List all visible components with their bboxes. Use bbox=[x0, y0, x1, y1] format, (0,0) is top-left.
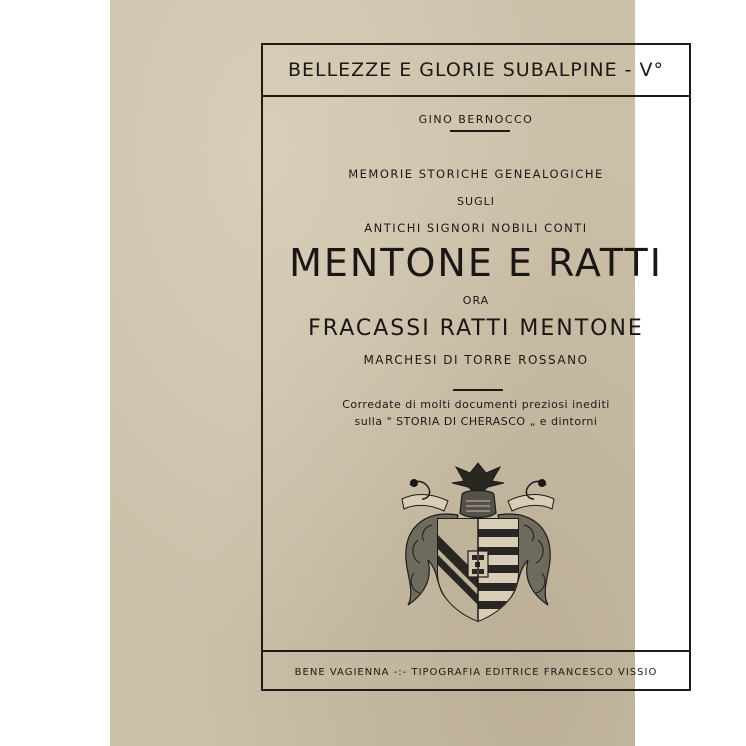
author-divider bbox=[450, 130, 510, 132]
book-cover bbox=[110, 0, 665, 746]
footer-divider bbox=[263, 650, 689, 653]
coat-of-arms-icon bbox=[388, 455, 568, 625]
marchesi-line: MARCHESI DI TORRE ROSSANO bbox=[363, 353, 589, 367]
main-title: MENTONE E RATTI bbox=[289, 241, 663, 285]
second-title: FRACASSI RATTI MENTONE bbox=[308, 316, 644, 341]
note-line-2: sulla " STORIA DI CHERASCO „ e dintorni bbox=[354, 415, 598, 428]
cover-frame bbox=[261, 43, 691, 691]
series-header bbox=[263, 45, 689, 97]
subtitle-line-1: MEMORIE STORICHE GENEALOGICHE bbox=[348, 167, 604, 181]
middle-divider bbox=[453, 389, 503, 391]
title-connector: ORA bbox=[462, 294, 490, 307]
note-line-1: Corredate di molti documenti preziosi inediti bbox=[342, 398, 610, 411]
subtitle-line-3: ANTICHI SIGNORI NOBILI CONTI bbox=[364, 221, 588, 235]
author-name: GINO BERNOCCO bbox=[418, 113, 534, 126]
publisher-line: BENE VAGIENNA -:- TIPOGRAFIA EDITRICE FRANCESCO VISSIO bbox=[294, 667, 658, 678]
series-title: BELLEZZE E GLORIE SUBALPINE - V° bbox=[287, 59, 665, 81]
subtitle-line-2: SUGLI bbox=[457, 195, 495, 208]
